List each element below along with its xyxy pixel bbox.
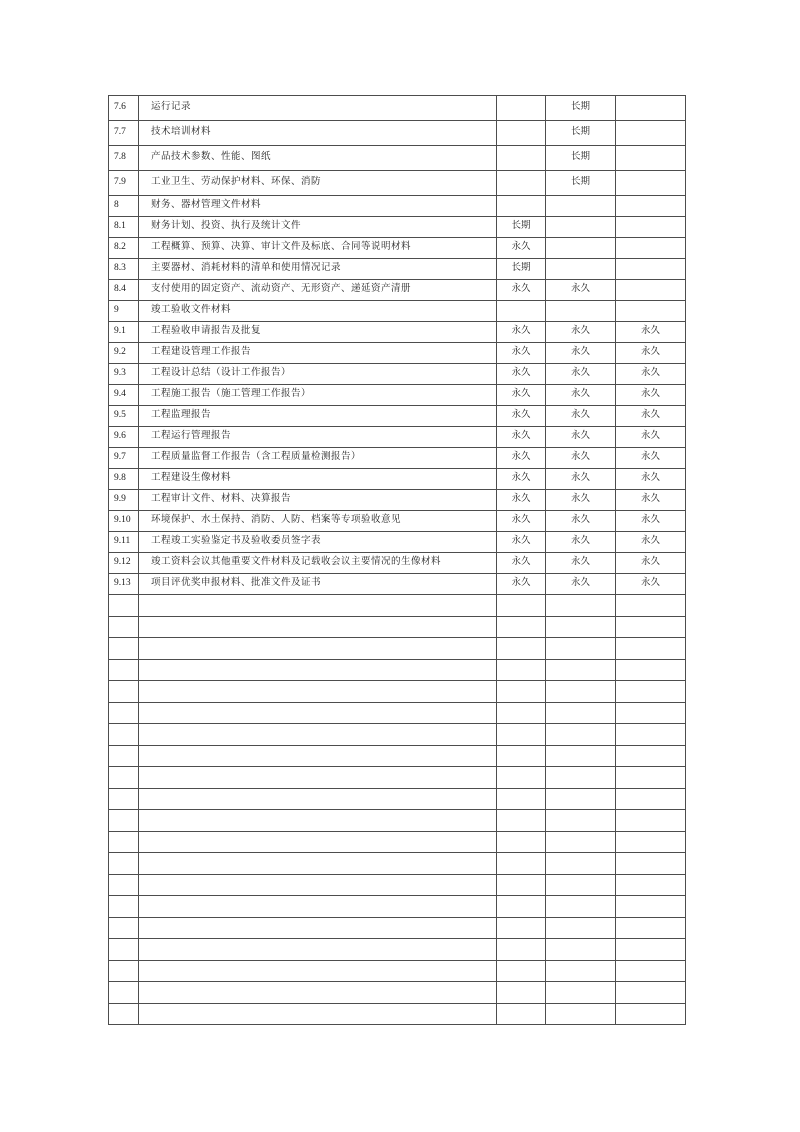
table-row — [109, 469, 686, 490]
retention-cell-3 — [616, 810, 686, 832]
row-description-cell: 工程竣工实验鉴定书及验收委员签字表 — [139, 532, 497, 553]
retention-cell-3 — [616, 939, 686, 961]
retention-cell-1 — [497, 810, 546, 832]
retention-cell-1: 永久 — [497, 553, 546, 574]
row-description-cell — [139, 1003, 497, 1025]
row-number-cell: 7.6 — [109, 96, 139, 121]
retention-cell-1 — [497, 196, 546, 217]
retention-cell-1: 永久 — [497, 322, 546, 343]
retention-cell-2 — [546, 853, 616, 875]
retention-cell-1: 长期 — [497, 217, 546, 238]
retention-cell-1 — [497, 638, 546, 660]
retention-cell-3 — [616, 874, 686, 896]
row-number-cell — [109, 702, 139, 724]
retention-cell-1 — [497, 1003, 546, 1025]
retention-cell-1 — [497, 681, 546, 703]
retention-cell-1: 永久 — [497, 448, 546, 469]
row-number-cell: 8.3 — [109, 259, 139, 280]
row-description-cell — [139, 681, 497, 703]
retention-cell-3 — [616, 196, 686, 217]
retention-cell-2 — [546, 638, 616, 660]
empty-table-row — [109, 745, 686, 767]
row-number-cell — [109, 595, 139, 617]
row-description-cell — [139, 917, 497, 939]
row-number-cell: 9.7 — [109, 448, 139, 469]
row-number-cell: 8.1 — [109, 217, 139, 238]
empty-table-row — [109, 982, 686, 1004]
row-number-cell: 9.5 — [109, 406, 139, 427]
retention-cell-1 — [497, 853, 546, 875]
table-row — [109, 553, 686, 574]
row-description-cell: 主要器材、消耗材料的清单和使用情况记录 — [139, 259, 497, 280]
retention-cell-3 — [616, 96, 686, 121]
empty-table-row — [109, 681, 686, 703]
retention-cell-2: 永久 — [546, 553, 616, 574]
retention-cell-3 — [616, 301, 686, 322]
empty-table-row — [109, 917, 686, 939]
retention-cell-3: 永久 — [616, 511, 686, 532]
row-description-cell — [139, 982, 497, 1004]
row-number-cell — [109, 874, 139, 896]
row-description-cell: 财务、器材管理文件材料 — [139, 196, 497, 217]
retention-cell-2 — [546, 238, 616, 259]
retention-cell-2 — [546, 788, 616, 810]
table-row — [109, 301, 686, 322]
table-row — [109, 511, 686, 532]
retention-cell-1 — [497, 896, 546, 918]
retention-cell-1 — [497, 745, 546, 767]
retention-cell-1: 永久 — [497, 364, 546, 385]
retention-cell-3 — [616, 146, 686, 171]
retention-cell-2 — [546, 960, 616, 982]
retention-cell-3: 永久 — [616, 490, 686, 511]
retention-cell-1: 永久 — [497, 469, 546, 490]
retention-cell-2 — [546, 896, 616, 918]
retention-cell-3 — [616, 238, 686, 259]
empty-table-row — [109, 1003, 686, 1025]
empty-table-row — [109, 638, 686, 660]
row-number-cell — [109, 810, 139, 832]
retention-cell-2: 永久 — [546, 343, 616, 364]
retention-cell-2 — [546, 982, 616, 1004]
retention-cell-1 — [497, 595, 546, 617]
row-number-cell — [109, 724, 139, 746]
row-number-cell — [109, 853, 139, 875]
retention-cell-2 — [546, 1003, 616, 1025]
retention-cell-1 — [497, 702, 546, 724]
row-number-cell — [109, 896, 139, 918]
retention-cell-1 — [497, 659, 546, 681]
retention-cell-2: 永久 — [546, 322, 616, 343]
row-number-cell: 9.9 — [109, 490, 139, 511]
retention-cell-3: 永久 — [616, 406, 686, 427]
retention-cell-2: 永久 — [546, 280, 616, 301]
row-number-cell: 7.8 — [109, 146, 139, 171]
retention-cell-1: 永久 — [497, 532, 546, 553]
retention-cell-1 — [497, 301, 546, 322]
retention-cell-1: 永久 — [497, 490, 546, 511]
table-row — [109, 238, 686, 259]
row-description-cell — [139, 831, 497, 853]
retention-cell-2: 永久 — [546, 574, 616, 595]
retention-cell-2 — [546, 702, 616, 724]
retention-cell-2 — [546, 196, 616, 217]
retention-cell-1: 永久 — [497, 427, 546, 448]
row-description-cell — [139, 724, 497, 746]
retention-cell-2: 长期 — [546, 146, 616, 171]
retention-cell-3 — [616, 171, 686, 196]
row-description-cell — [139, 939, 497, 961]
row-number-cell — [109, 982, 139, 1004]
retention-cell-3: 永久 — [616, 427, 686, 448]
row-description-cell: 工程监理报告 — [139, 406, 497, 427]
retention-cell-1 — [497, 960, 546, 982]
row-number-cell: 9.4 — [109, 385, 139, 406]
table-row — [109, 146, 686, 171]
row-description-cell — [139, 896, 497, 918]
row-description-cell: 技术培训材料 — [139, 121, 497, 146]
table-row — [109, 574, 686, 595]
retention-cell-1 — [497, 982, 546, 1004]
retention-cell-1: 永久 — [497, 385, 546, 406]
empty-table-row — [109, 702, 686, 724]
retention-cell-1 — [497, 939, 546, 961]
retention-cell-3 — [616, 745, 686, 767]
row-number-cell: 7.9 — [109, 171, 139, 196]
retention-cell-2 — [546, 917, 616, 939]
retention-cell-2 — [546, 259, 616, 280]
table-row — [109, 364, 686, 385]
row-description-cell — [139, 767, 497, 789]
empty-table-row — [109, 939, 686, 961]
retention-cell-1: 长期 — [497, 259, 546, 280]
retention-cell-3: 永久 — [616, 448, 686, 469]
empty-table-row — [109, 810, 686, 832]
retention-cell-1: 永久 — [497, 238, 546, 259]
table-row — [109, 280, 686, 301]
retention-cell-3 — [616, 595, 686, 617]
retention-cell-2 — [546, 831, 616, 853]
retention-cell-1 — [497, 146, 546, 171]
retention-cell-1: 永久 — [497, 343, 546, 364]
row-description-cell: 环境保护、水土保持、消防、人防、档案等专项验收意见 — [139, 511, 497, 532]
row-description-cell: 财务计划、投资、执行及统计文件 — [139, 217, 497, 238]
retention-cell-2 — [546, 595, 616, 617]
retention-cell-3: 永久 — [616, 532, 686, 553]
retention-cell-3: 永久 — [616, 364, 686, 385]
table-row — [109, 343, 686, 364]
retention-cell-2 — [546, 745, 616, 767]
row-number-cell — [109, 831, 139, 853]
row-description-cell: 工程运行管理报告 — [139, 427, 497, 448]
retention-cell-3 — [616, 788, 686, 810]
row-description-cell: 工程验收申请报告及批复 — [139, 322, 497, 343]
table-row — [109, 121, 686, 146]
retention-cell-3 — [616, 121, 686, 146]
empty-table-row — [109, 659, 686, 681]
row-number-cell — [109, 616, 139, 638]
retention-cell-2: 长期 — [546, 171, 616, 196]
retention-cell-2 — [546, 810, 616, 832]
retention-cell-1 — [497, 616, 546, 638]
row-number-cell — [109, 638, 139, 660]
retention-cell-1: 永久 — [497, 511, 546, 532]
row-number-cell: 9.12 — [109, 553, 139, 574]
table-row — [109, 217, 686, 238]
row-number-cell: 9.1 — [109, 322, 139, 343]
row-description-cell — [139, 595, 497, 617]
row-number-cell: 9.13 — [109, 574, 139, 595]
table-row — [109, 259, 686, 280]
empty-table-row — [109, 616, 686, 638]
retention-cell-2: 永久 — [546, 385, 616, 406]
row-description-cell — [139, 853, 497, 875]
retention-cell-2 — [546, 939, 616, 961]
row-description-cell — [139, 638, 497, 660]
table-row — [109, 171, 686, 196]
row-description-cell: 工程施工报告（施工管理工作报告） — [139, 385, 497, 406]
retention-cell-3 — [616, 960, 686, 982]
row-number-cell — [109, 917, 139, 939]
retention-cell-2: 永久 — [546, 490, 616, 511]
row-description-cell: 竣工资料会议其他重要文件材料及记载收会议主要情况的生像材料 — [139, 553, 497, 574]
retention-cell-2 — [546, 724, 616, 746]
empty-table-row — [109, 767, 686, 789]
retention-cell-1 — [497, 917, 546, 939]
table-row — [109, 322, 686, 343]
empty-table-row — [109, 788, 686, 810]
row-description-cell: 工程设计总结（设计工作报告） — [139, 364, 497, 385]
row-number-cell: 7.7 — [109, 121, 139, 146]
retention-cell-3 — [616, 982, 686, 1004]
retention-cell-2: 永久 — [546, 469, 616, 490]
retention-cell-1 — [497, 788, 546, 810]
retention-cell-3 — [616, 259, 686, 280]
row-number-cell: 9.3 — [109, 364, 139, 385]
row-description-cell: 工业卫生、劳动保护材料、环保、消防 — [139, 171, 497, 196]
empty-table-row — [109, 874, 686, 896]
empty-table-row — [109, 595, 686, 617]
retention-cell-3 — [616, 280, 686, 301]
row-number-cell: 9.2 — [109, 343, 139, 364]
row-description-cell: 工程审计文件、材料、决算报告 — [139, 490, 497, 511]
retention-cell-3 — [616, 659, 686, 681]
row-description-cell — [139, 702, 497, 724]
row-description-cell — [139, 788, 497, 810]
retention-cell-1: 永久 — [497, 406, 546, 427]
table-row — [109, 385, 686, 406]
retention-cell-2 — [546, 659, 616, 681]
retention-cell-2 — [546, 767, 616, 789]
row-description-cell — [139, 616, 497, 638]
row-number-cell — [109, 745, 139, 767]
retention-cell-3: 永久 — [616, 553, 686, 574]
table-row — [109, 427, 686, 448]
retention-cell-2 — [546, 217, 616, 238]
retention-cell-3 — [616, 702, 686, 724]
retention-cell-3 — [616, 616, 686, 638]
row-description-cell: 运行记录 — [139, 96, 497, 121]
retention-cell-2: 永久 — [546, 406, 616, 427]
row-description-cell: 竣工验收文件材料 — [139, 301, 497, 322]
row-number-cell: 9.11 — [109, 532, 139, 553]
retention-cell-3: 永久 — [616, 469, 686, 490]
retention-cell-3 — [616, 917, 686, 939]
retention-cell-3 — [616, 767, 686, 789]
retention-cell-3: 永久 — [616, 343, 686, 364]
retention-cell-3: 永久 — [616, 574, 686, 595]
row-number-cell: 8.2 — [109, 238, 139, 259]
retention-cell-3 — [616, 724, 686, 746]
row-number-cell — [109, 1003, 139, 1025]
retention-cell-1 — [497, 874, 546, 896]
row-description-cell: 工程建设生像材料 — [139, 469, 497, 490]
retention-cell-2: 长期 — [546, 96, 616, 121]
table-row — [109, 532, 686, 553]
retention-cell-2 — [546, 301, 616, 322]
retention-cell-3 — [616, 896, 686, 918]
retention-cell-2 — [546, 874, 616, 896]
row-number-cell: 9.8 — [109, 469, 139, 490]
retention-cell-1 — [497, 831, 546, 853]
row-number-cell: 9 — [109, 301, 139, 322]
empty-table-row — [109, 831, 686, 853]
retention-cell-1 — [497, 96, 546, 121]
retention-cell-1 — [497, 767, 546, 789]
retention-cell-2: 永久 — [546, 427, 616, 448]
row-description-cell: 项目评优奖申报材料、批准文件及证书 — [139, 574, 497, 595]
table-row — [109, 406, 686, 427]
retention-cell-3 — [616, 1003, 686, 1025]
row-description-cell — [139, 659, 497, 681]
row-number-cell: 8 — [109, 196, 139, 217]
row-description-cell: 支付使用的固定资产、流动资产、无形资产、递延资产清册 — [139, 280, 497, 301]
retention-cell-2 — [546, 616, 616, 638]
retention-cell-1: 永久 — [497, 280, 546, 301]
row-description-cell: 工程质量监督工作报告（含工程质量检测报告） — [139, 448, 497, 469]
archive-table-body — [109, 96, 686, 1025]
row-description-cell: 工程概算、预算、决算、审计文件及标底、合同等说明材料 — [139, 238, 497, 259]
retention-cell-3 — [616, 638, 686, 660]
row-description-cell: 产品技术参数、性能、图纸 — [139, 146, 497, 171]
row-number-cell: 8.4 — [109, 280, 139, 301]
row-number-cell — [109, 960, 139, 982]
row-number-cell — [109, 681, 139, 703]
retention-cell-3 — [616, 681, 686, 703]
retention-cell-2: 永久 — [546, 364, 616, 385]
empty-table-row — [109, 896, 686, 918]
retention-cell-1 — [497, 121, 546, 146]
row-number-cell: 9.10 — [109, 511, 139, 532]
retention-cell-3: 永久 — [616, 385, 686, 406]
row-number-cell — [109, 767, 139, 789]
retention-cell-2: 永久 — [546, 511, 616, 532]
retention-cell-1 — [497, 724, 546, 746]
table-row — [109, 196, 686, 217]
row-number-cell — [109, 788, 139, 810]
table-row — [109, 448, 686, 469]
empty-table-row — [109, 724, 686, 746]
row-number-cell: 9.6 — [109, 427, 139, 448]
row-number-cell — [109, 659, 139, 681]
retention-cell-3 — [616, 853, 686, 875]
row-description-cell: 工程建设管理工作报告 — [139, 343, 497, 364]
retention-cell-2: 永久 — [546, 448, 616, 469]
retention-cell-3: 永久 — [616, 322, 686, 343]
retention-cell-3 — [616, 831, 686, 853]
table-row — [109, 96, 686, 121]
row-number-cell — [109, 939, 139, 961]
retention-cell-1: 永久 — [497, 574, 546, 595]
row-description-cell — [139, 874, 497, 896]
retention-cell-2: 长期 — [546, 121, 616, 146]
empty-table-row — [109, 960, 686, 982]
empty-table-row — [109, 853, 686, 875]
retention-cell-2: 永久 — [546, 532, 616, 553]
archive-retention-table — [108, 95, 686, 1025]
retention-cell-2 — [546, 681, 616, 703]
table-row — [109, 490, 686, 511]
retention-cell-3 — [616, 217, 686, 238]
retention-cell-1 — [497, 171, 546, 196]
row-description-cell — [139, 810, 497, 832]
row-description-cell — [139, 960, 497, 982]
row-description-cell — [139, 745, 497, 767]
